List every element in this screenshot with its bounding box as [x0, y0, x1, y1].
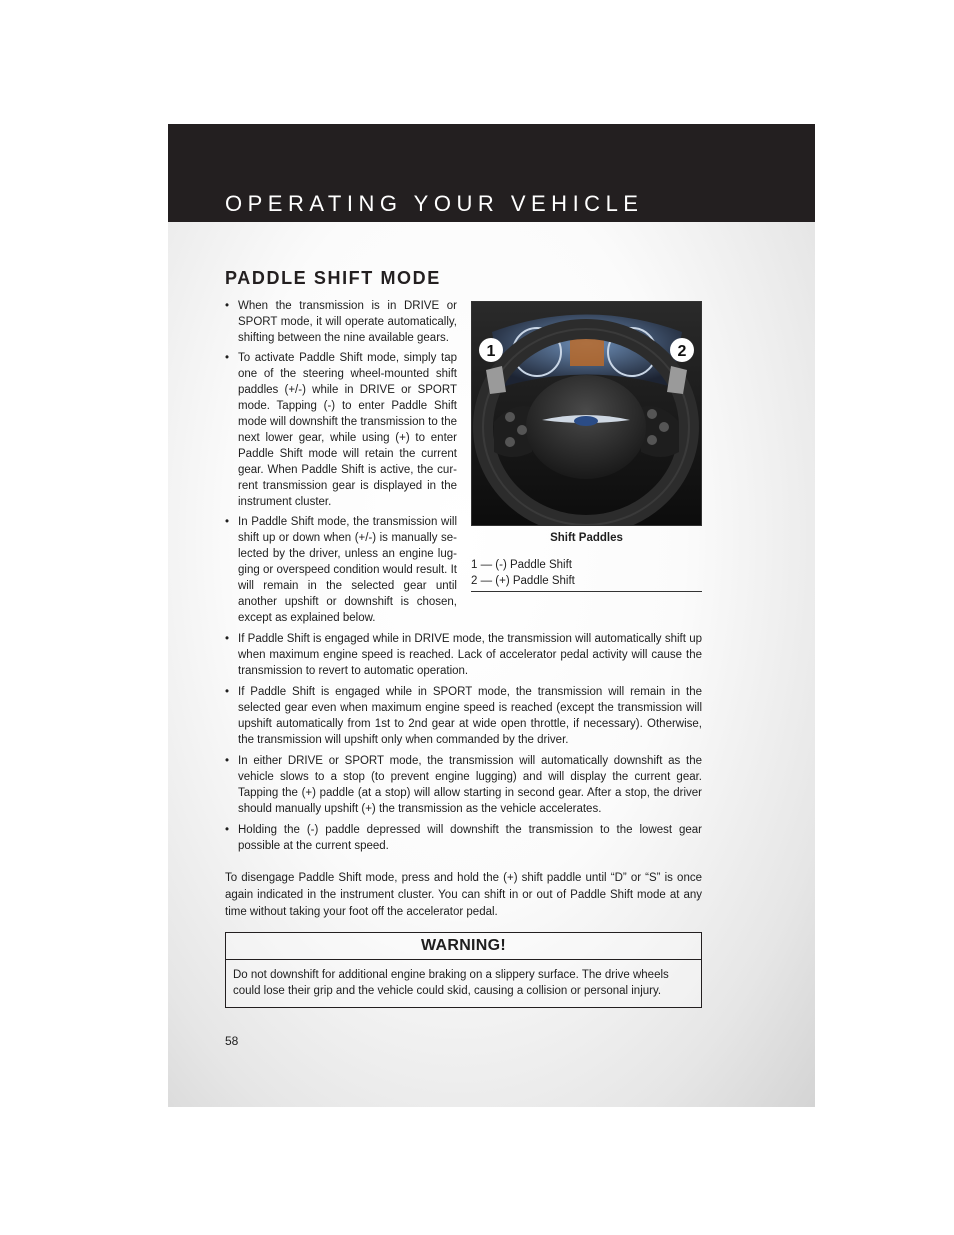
airbag-hub — [526, 375, 646, 479]
body-paragraph: To disengage Paddle Shift mode, press and hold the (+) shift paddle until “D” or “S” is once again indicated in the instrument cluster. You can shift in or out of Paddle Shift mode at any time without taking your foot off the accelerator pedal. — [225, 872, 702, 918]
figure-caption: Shift Paddles — [550, 532, 623, 544]
list-item: • In either DRIVE or SPORT mode, the transmission will automatically downshift as the vehicle slows to a stop (to prevent engine lugging) and will display the current gear. Tapping the (+) paddle (at a stop) will allow starting in second gear. After a stop, the driver should manually upshift (+) the transmission as the vehicle accelerates. — [225, 753, 702, 817]
callout-1-label: 1 — [486, 343, 496, 360]
list-item: • If Paddle Shift is engaged while in DRIVE mode, the transmission will automatically shift up when maximum engine speed is reached. Lack of accelerator pedal activity will cause the transmission to revert to automatic operation. — [225, 631, 702, 679]
page-heading: PADDLE SHIFT MODE — [225, 268, 441, 288]
warning-box — [225, 932, 702, 1008]
bullet-list-full — [225, 631, 702, 859]
list-item: • In Paddle Shift mode, the transmission will shift up or down when (+/-) is manually selected by the driver, unless an engine lugging or overspeed condition would result. It will remain in the selected gear until another upshift or downshift is chosen, except as explained below. — [225, 514, 457, 626]
list-item: • When the transmission is in DRIVE or SPORT mode, it will operate automatically, shifting between the nine available gears. — [225, 298, 457, 346]
legend-item: 2 — (+) Paddle Shift — [471, 575, 575, 587]
figure-legend — [471, 557, 702, 592]
section-title: OPERATING YOUR VEHICLE — [225, 191, 644, 216]
list-item: • To activate Paddle Shift mode, simply tap one of the steering wheel-mounted shift paddles (+/-) while in DRIVE or SPORT mode. Tapping (-) to enter Paddle Shift mode will downshift the transmission to the next lower gear, while using (+) to enter Paddle Shift mode will retain the current gear. When Paddle Shift is active, the current transmission gear is displayed in the instrument cluster. — [225, 350, 457, 510]
steering-wheel-photo — [471, 301, 702, 526]
callout-1-marker — [479, 338, 503, 362]
page-number: 58 — [225, 1034, 239, 1048]
callout-2-label: 2 — [677, 343, 687, 360]
legend-item: 1 — (-) Paddle Shift — [471, 559, 572, 571]
list-item: • If Paddle Shift is engaged while in SPORT mode, the transmission will remain in the selected gear even when maximum engine speed is reached (except the transmission will upshift automatically from 1st to 2nd gear at wide open throttle, if necessary). Otherwise, the transmission will upshift only when commanded by the driver. — [225, 684, 702, 748]
warning-title: WARNING! — [226, 933, 701, 960]
steering-wheel-illustration — [472, 302, 701, 525]
list-item: • Holding the (-) paddle depressed will downshift the transmission to the lowest gear possible at the current speed. — [225, 822, 702, 854]
warning-text: Do not downshift for additional engine braking on a slippery surface. The drive wheels could lose their grip and the vehicle could skid, causing a collision or personal injury. — [233, 969, 669, 997]
callout-2-marker — [670, 338, 694, 362]
bullet-list-column — [225, 298, 457, 630]
